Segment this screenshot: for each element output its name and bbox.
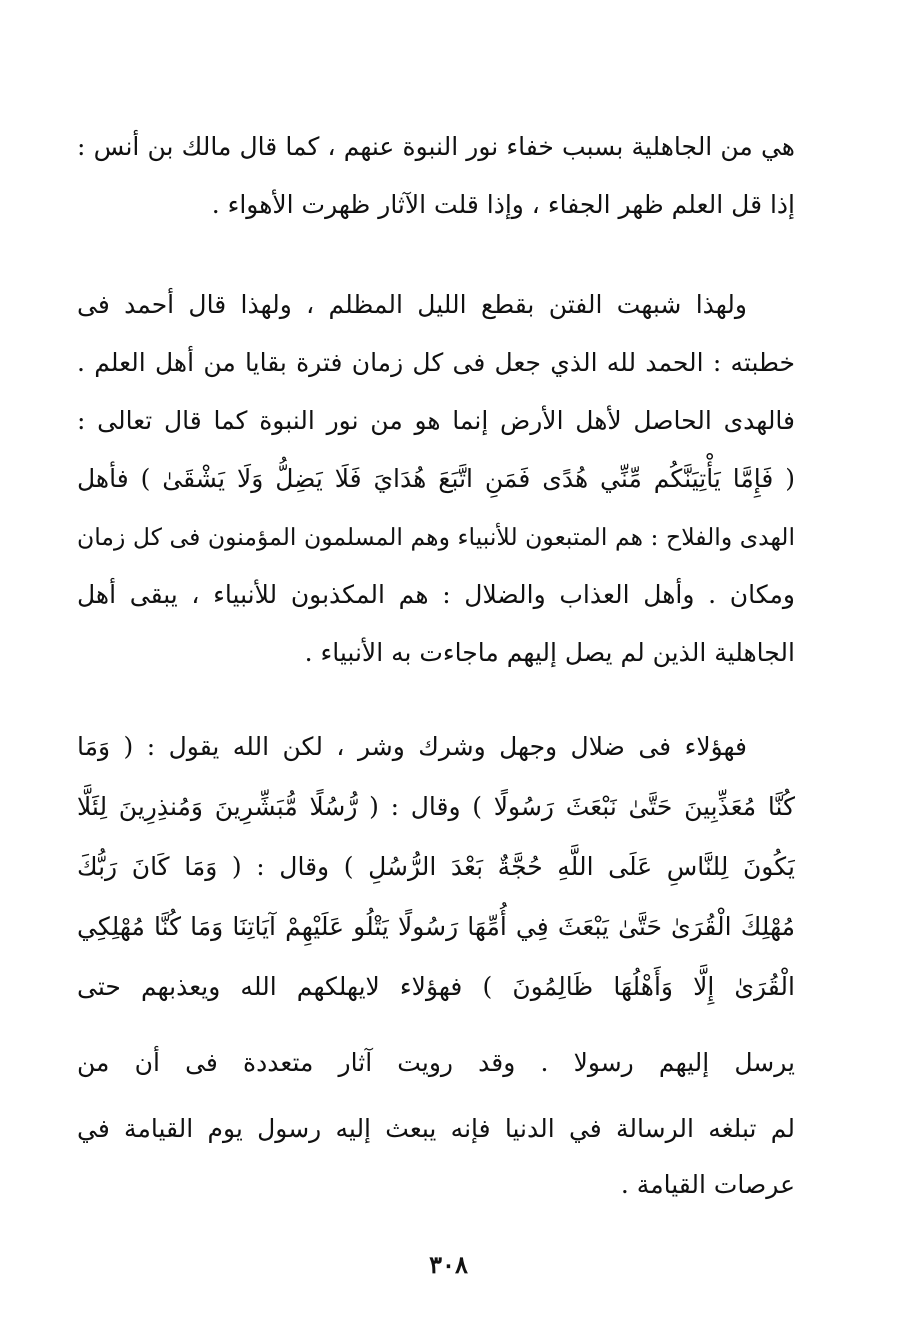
text-line: ولهذا شبهت الفتن بقطع الليل المظلم ، ولهذا قال أحمد فى xyxy=(77,290,747,319)
text-line: فهؤلاء فى ضلال وجهل وشرك وشر ، لكن الله يقول : ( وَمَا xyxy=(77,732,747,761)
quran-verse-line: يَكُونَ لِلنَّاسِ عَلَى اللَّهِ حُجَّةٌ بَعْدَ الرُّسُلِ ) وقال : ( وَمَا كَانَ رَبُّكَ xyxy=(77,852,795,881)
text-line: الهدى والفلاح : هم المتبعون للأنبياء وهم المسلمون المؤمنون فى كل زمان xyxy=(77,523,795,551)
text-line: فالهدى الحاصل لأهل الأرض إنما هو من نور النبوة كما قال تعالى : xyxy=(77,406,795,435)
text-line: يرسل إليهم رسولا . وقد رويت آثار متعددة فى أن من xyxy=(77,1048,795,1077)
text-line: لم تبلغه الرسالة في الدنيا فإنه يبعث إليه رسول يوم القيامة في xyxy=(77,1114,795,1143)
quran-verse-line: الْقُرَىٰ إِلَّا وَأَهْلُهَا ظَالِمُونَ ) فهؤلاء لايهلكهم الله ويعذبهم حتى xyxy=(77,972,795,1001)
quran-verse-line: ( فَإِمَّا يَأْتِيَنَّكُم مِّنِّي هُدًى فَمَنِ اتَّبَعَ هُدَايَ فَلَا يَضِلُّ وَلَا يَشْقَىٰ ) فأهل xyxy=(77,464,795,493)
text-line: خطبته : الحمد لله الذي جعل فى كل زمان فترة بقايا من أهل العلم . xyxy=(77,348,795,377)
quran-verse-line: مُهْلِكَ الْقُرَىٰ حَتَّىٰ يَبْعَثَ فِي أُمِّهَا رَسُولًا يَتْلُو عَلَيْهِمْ آيَاتِنَا وَمَا كُنَّا مُهْلِكِي xyxy=(77,912,795,941)
text-line: عرصات القيامة . xyxy=(620,1170,795,1199)
text-line: هي من الجاهلية بسبب خفاء نور النبوة عنهم ، كما قال مالك بن أنس : xyxy=(77,132,795,161)
text-line: ومكان . وأهل العذاب والضلال : هم المكذبون للأنبياء ، يبقى أهل xyxy=(77,580,795,609)
quran-verse-line: كُنَّا مُعَذِّبِينَ حَتَّىٰ نَبْعَثَ رَسُولًا ) وقال : ( رُّسُلًا مُّبَشِّرِينَ وَمُنذِرِينَ لِئَلَّا xyxy=(77,792,795,821)
page-number: ٣٠٨ xyxy=(429,1250,468,1279)
text-line: إذا قل العلم ظهر الجفاء ، وإذا قلت الآثار ظهرت الأهواء . xyxy=(211,190,795,219)
text-line: الجاهلية الذين لم يصل إليهم ماجاءت به الأنبياء . xyxy=(304,638,795,667)
